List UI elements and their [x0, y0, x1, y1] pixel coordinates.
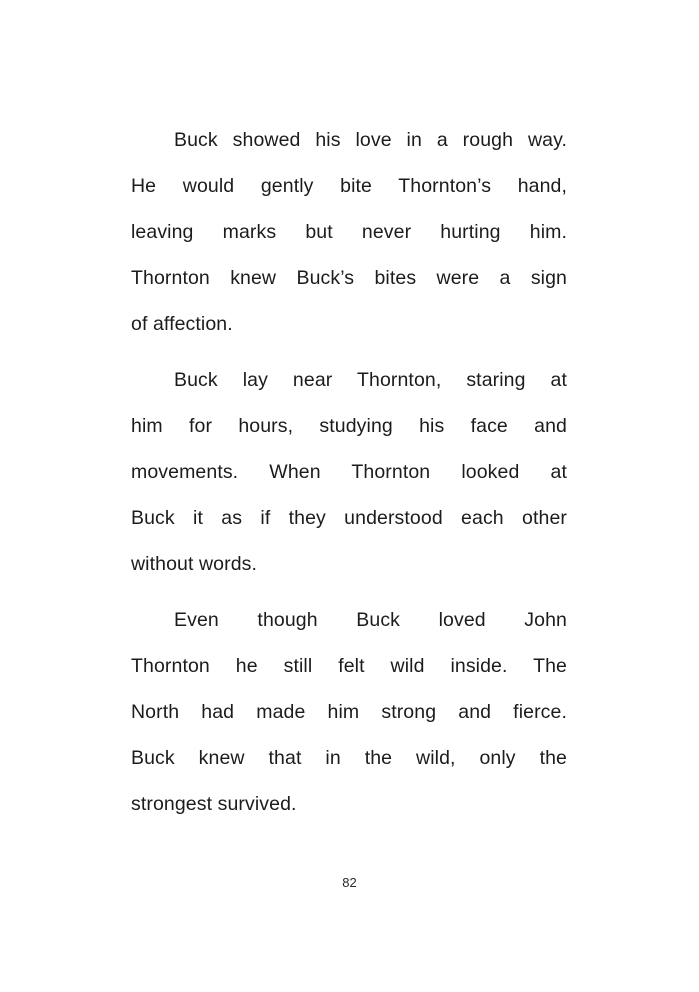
paragraph-2-line-3: movements. When Thornton looked at: [131, 461, 567, 483]
paragraph-1-line-1: Buck showed his love in a rough way.: [174, 129, 567, 151]
paragraph-2-line-4: Buck it as if they understood each other: [131, 507, 567, 529]
paragraph-1-line-4: Thornton knew Buck’s bites were a sign: [131, 267, 567, 289]
paragraph-2-line-2: him for hours, studying his face and: [131, 415, 567, 437]
paragraph-3: [131, 597, 567, 827]
paragraph-3-line-2: Thornton he still felt wild inside. The: [131, 655, 567, 677]
paragraph-3-line-5: strongest survived.: [131, 793, 297, 815]
paragraph-3-line-4: Buck knew that in the wild, only the: [131, 747, 567, 769]
paragraph-2-line-1: Buck lay near Thornton, staring at: [174, 369, 567, 391]
paragraph-1-line-3: leaving marks but never hurting him.: [131, 221, 567, 243]
paragraph-3-line-3: North had made him strong and fierce.: [131, 701, 567, 723]
paragraph-1: [131, 117, 567, 347]
page-body-text: [131, 117, 567, 837]
paragraph-1-line-2: He would gently bite Thornton’s hand,: [131, 175, 567, 197]
paragraph-3-line-1: Even though Buck loved John: [174, 609, 567, 631]
paragraph-1-line-5: of affection.: [131, 313, 233, 335]
paragraph-2-line-5: without words.: [131, 553, 258, 575]
page-number: 82: [342, 875, 357, 890]
paragraph-2: [131, 357, 567, 587]
